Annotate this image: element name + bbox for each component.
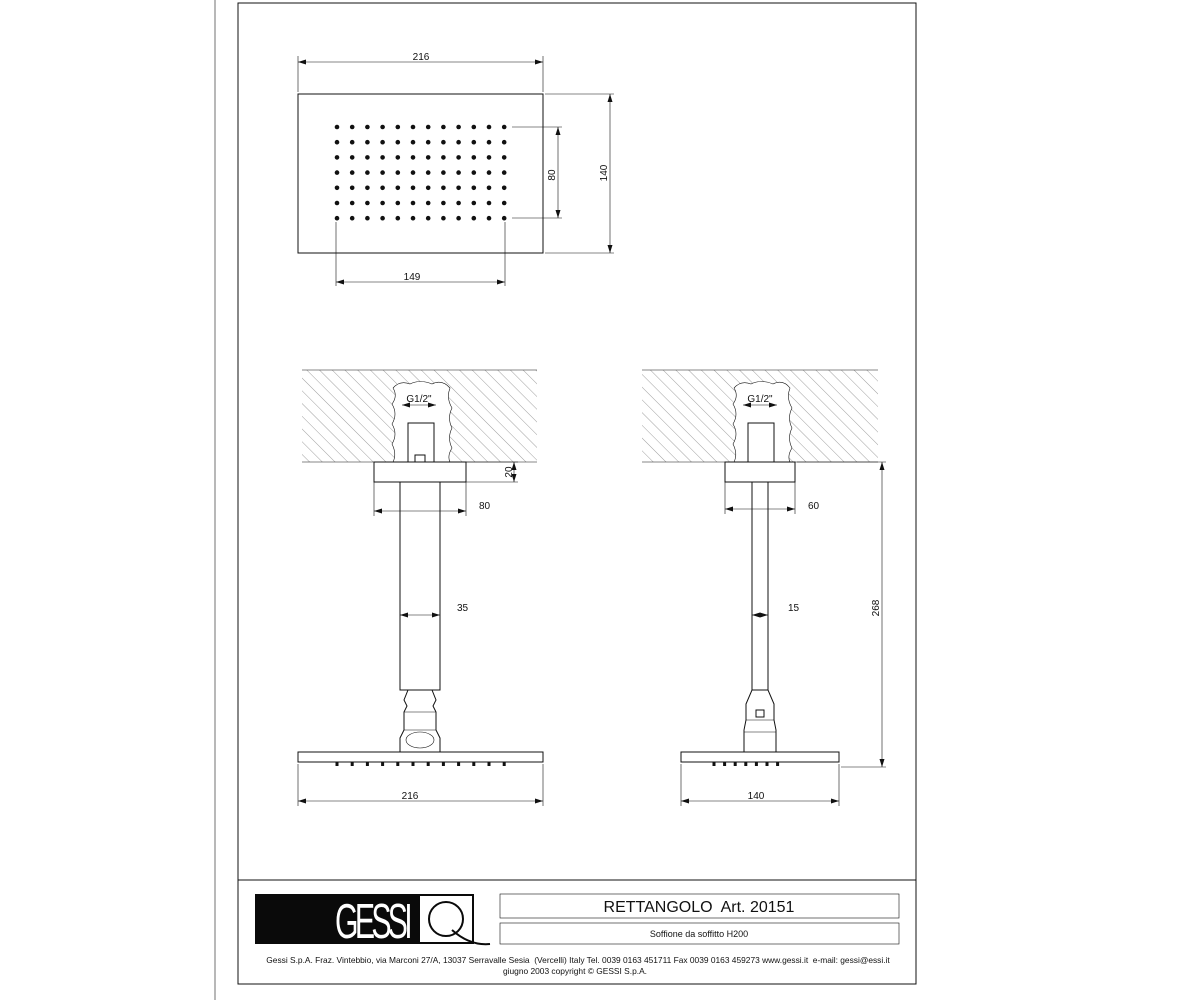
nozzle-dot — [411, 125, 416, 130]
nozzle-dot — [396, 186, 401, 191]
nozzle-dot — [472, 140, 477, 145]
copyright-line: giugno 2003 copyright © GESSI S.p.A. — [503, 966, 647, 976]
dim-arm-diameter: 35 — [457, 603, 469, 614]
nozzle-dot — [350, 186, 355, 191]
nozzle-dot — [350, 201, 355, 206]
nozzle-dot — [456, 186, 461, 191]
head-nozzle — [744, 762, 747, 766]
nozzle-dot — [487, 201, 492, 206]
nozzle-dot — [365, 125, 370, 130]
head-nozzle — [366, 762, 369, 766]
dim-nozzle-span-x: 149 — [403, 272, 421, 283]
nozzle-dot — [456, 201, 461, 206]
top-view — [298, 52, 614, 286]
nozzle-dot — [411, 170, 416, 175]
title-block — [255, 894, 899, 976]
nozzle-dot — [380, 125, 385, 130]
nozzle-dot — [487, 155, 492, 160]
nozzle-dot — [411, 155, 416, 160]
nozzle-dot — [502, 170, 507, 175]
nozzle-dot — [335, 216, 340, 221]
head-nozzle — [723, 762, 726, 766]
head-nozzle — [457, 762, 460, 766]
nozzle-dot — [380, 216, 385, 221]
nozzle-dot — [502, 186, 507, 191]
nozzle-dot — [487, 125, 492, 130]
nozzle-dot — [502, 125, 507, 130]
nozzle-dot — [411, 186, 416, 191]
front-ball-joint — [400, 690, 440, 752]
nozzle-dot — [365, 201, 370, 206]
front-view — [298, 370, 543, 806]
front-nozzles — [336, 762, 506, 766]
company-address: Gessi S.p.A. Fraz. Vintebbio, via Marconi 27/A, 13037 Serravalle Sesia (Vercelli) Italy Tel. 0039 0163 451711 Fax 0039 0163 459273 www.gessi.it e-mail: gessi@essi.it — [266, 955, 890, 965]
side-shower-head — [681, 752, 839, 762]
nozzle-dot — [487, 170, 492, 175]
nozzle-dot — [456, 170, 461, 175]
head-nozzle — [755, 762, 758, 766]
head-nozzle — [442, 762, 445, 766]
nozzle-dot — [441, 125, 446, 130]
nozzle-dot — [365, 170, 370, 175]
nozzle-dot — [441, 201, 446, 206]
nozzle-grid — [335, 125, 507, 221]
nozzle-dot — [380, 170, 385, 175]
head-nozzle — [336, 762, 339, 766]
nozzle-dot — [456, 125, 461, 130]
dim-head-width: 216 — [401, 791, 419, 802]
nozzle-dot — [350, 140, 355, 145]
nozzle-dot — [365, 140, 370, 145]
side-nozzles — [713, 762, 780, 766]
nozzle-dot — [487, 140, 492, 145]
front-shower-head — [298, 752, 543, 762]
nozzle-dot — [502, 140, 507, 145]
nozzle-dot — [380, 201, 385, 206]
side-view — [642, 370, 886, 806]
head-nozzle — [381, 762, 384, 766]
dim-flange-width: 80 — [479, 501, 491, 512]
head-nozzle — [412, 762, 415, 766]
gessi-logo — [255, 894, 490, 949]
nozzle-dot — [426, 170, 431, 175]
nozzle-dot — [365, 216, 370, 221]
nozzle-dot — [456, 140, 461, 145]
nozzle-dot — [426, 155, 431, 160]
head-nozzle — [472, 762, 475, 766]
front-arm — [400, 482, 440, 690]
nozzle-dot — [335, 140, 340, 145]
svg-text:GESSI: GESSI — [335, 895, 411, 949]
head-nozzle — [488, 762, 491, 766]
nozzle-dot — [411, 216, 416, 221]
side-flange — [725, 462, 795, 482]
nozzle-dot — [441, 170, 446, 175]
nozzle-dot — [335, 201, 340, 206]
nozzle-dot — [380, 140, 385, 145]
head-nozzle — [766, 762, 769, 766]
nozzle-dot — [335, 155, 340, 160]
front-flange — [374, 462, 466, 482]
head-nozzle — [503, 762, 506, 766]
dim-top-height: 140 — [599, 164, 610, 182]
dim-total-height: 268 — [871, 599, 882, 617]
nozzle-dot — [502, 155, 507, 160]
dim-top-width: 216 — [412, 52, 430, 63]
nozzle-dot — [426, 125, 431, 130]
nozzle-dot — [441, 140, 446, 145]
nozzle-dot — [472, 155, 477, 160]
nozzle-dot — [441, 186, 446, 191]
nozzle-dot — [487, 186, 492, 191]
nozzle-dot — [335, 125, 340, 130]
nozzle-dot — [426, 201, 431, 206]
nozzle-dot — [426, 140, 431, 145]
nozzle-dot — [472, 216, 477, 221]
product-subtitle: Soffione da soffitto H200 — [649, 929, 749, 939]
side-ball-joint — [744, 690, 776, 752]
nozzle-dot — [350, 170, 355, 175]
nozzle-dot — [441, 216, 446, 221]
nozzle-dot — [350, 155, 355, 160]
dim-side-flange-width: 60 — [808, 501, 820, 512]
nozzle-dot — [396, 155, 401, 160]
nozzle-dot — [456, 155, 461, 160]
nozzle-dot — [335, 170, 340, 175]
nozzle-dot — [380, 155, 385, 160]
nozzle-dot — [350, 216, 355, 221]
nozzle-dot — [426, 216, 431, 221]
head-nozzle — [734, 762, 737, 766]
side-connector-pipe — [748, 423, 774, 462]
nozzle-dot — [411, 140, 416, 145]
nozzle-dot — [365, 155, 370, 160]
dim-head-depth: 140 — [747, 791, 765, 802]
drawing-frame — [238, 3, 916, 984]
nozzle-dot — [472, 186, 477, 191]
head-nozzle — [396, 762, 399, 766]
nozzle-dot — [502, 216, 507, 221]
nozzle-dot — [365, 186, 370, 191]
side-arm — [752, 482, 768, 690]
nozzle-dot — [487, 216, 492, 221]
nozzle-dot — [396, 170, 401, 175]
head-nozzle — [713, 762, 716, 766]
side-thread-label: G1/2" — [747, 394, 773, 405]
dim-flange-thickness: 20 — [504, 466, 515, 478]
front-thread-label: G1/2" — [406, 394, 432, 405]
nozzle-dot — [456, 216, 461, 221]
nozzle-dot — [396, 125, 401, 130]
dim-nozzle-span-y: 80 — [547, 169, 558, 181]
dim-side-arm-diameter: 15 — [788, 603, 800, 614]
head-nozzle — [351, 762, 354, 766]
nozzle-dot — [350, 125, 355, 130]
nozzle-dot — [472, 201, 477, 206]
nozzle-dot — [380, 186, 385, 191]
nozzle-dot — [441, 155, 446, 160]
nozzle-dot — [396, 216, 401, 221]
head-nozzle — [776, 762, 779, 766]
nozzle-dot — [472, 125, 477, 130]
head-nozzle — [427, 762, 430, 766]
nozzle-dot — [411, 201, 416, 206]
nozzle-dot — [472, 170, 477, 175]
nozzle-dot — [335, 186, 340, 191]
nozzle-dot — [396, 201, 401, 206]
nozzle-dot — [426, 186, 431, 191]
product-title: RETTANGOLO Art. 20151 — [603, 899, 795, 916]
nozzle-dot — [502, 201, 507, 206]
nozzle-dot — [396, 140, 401, 145]
